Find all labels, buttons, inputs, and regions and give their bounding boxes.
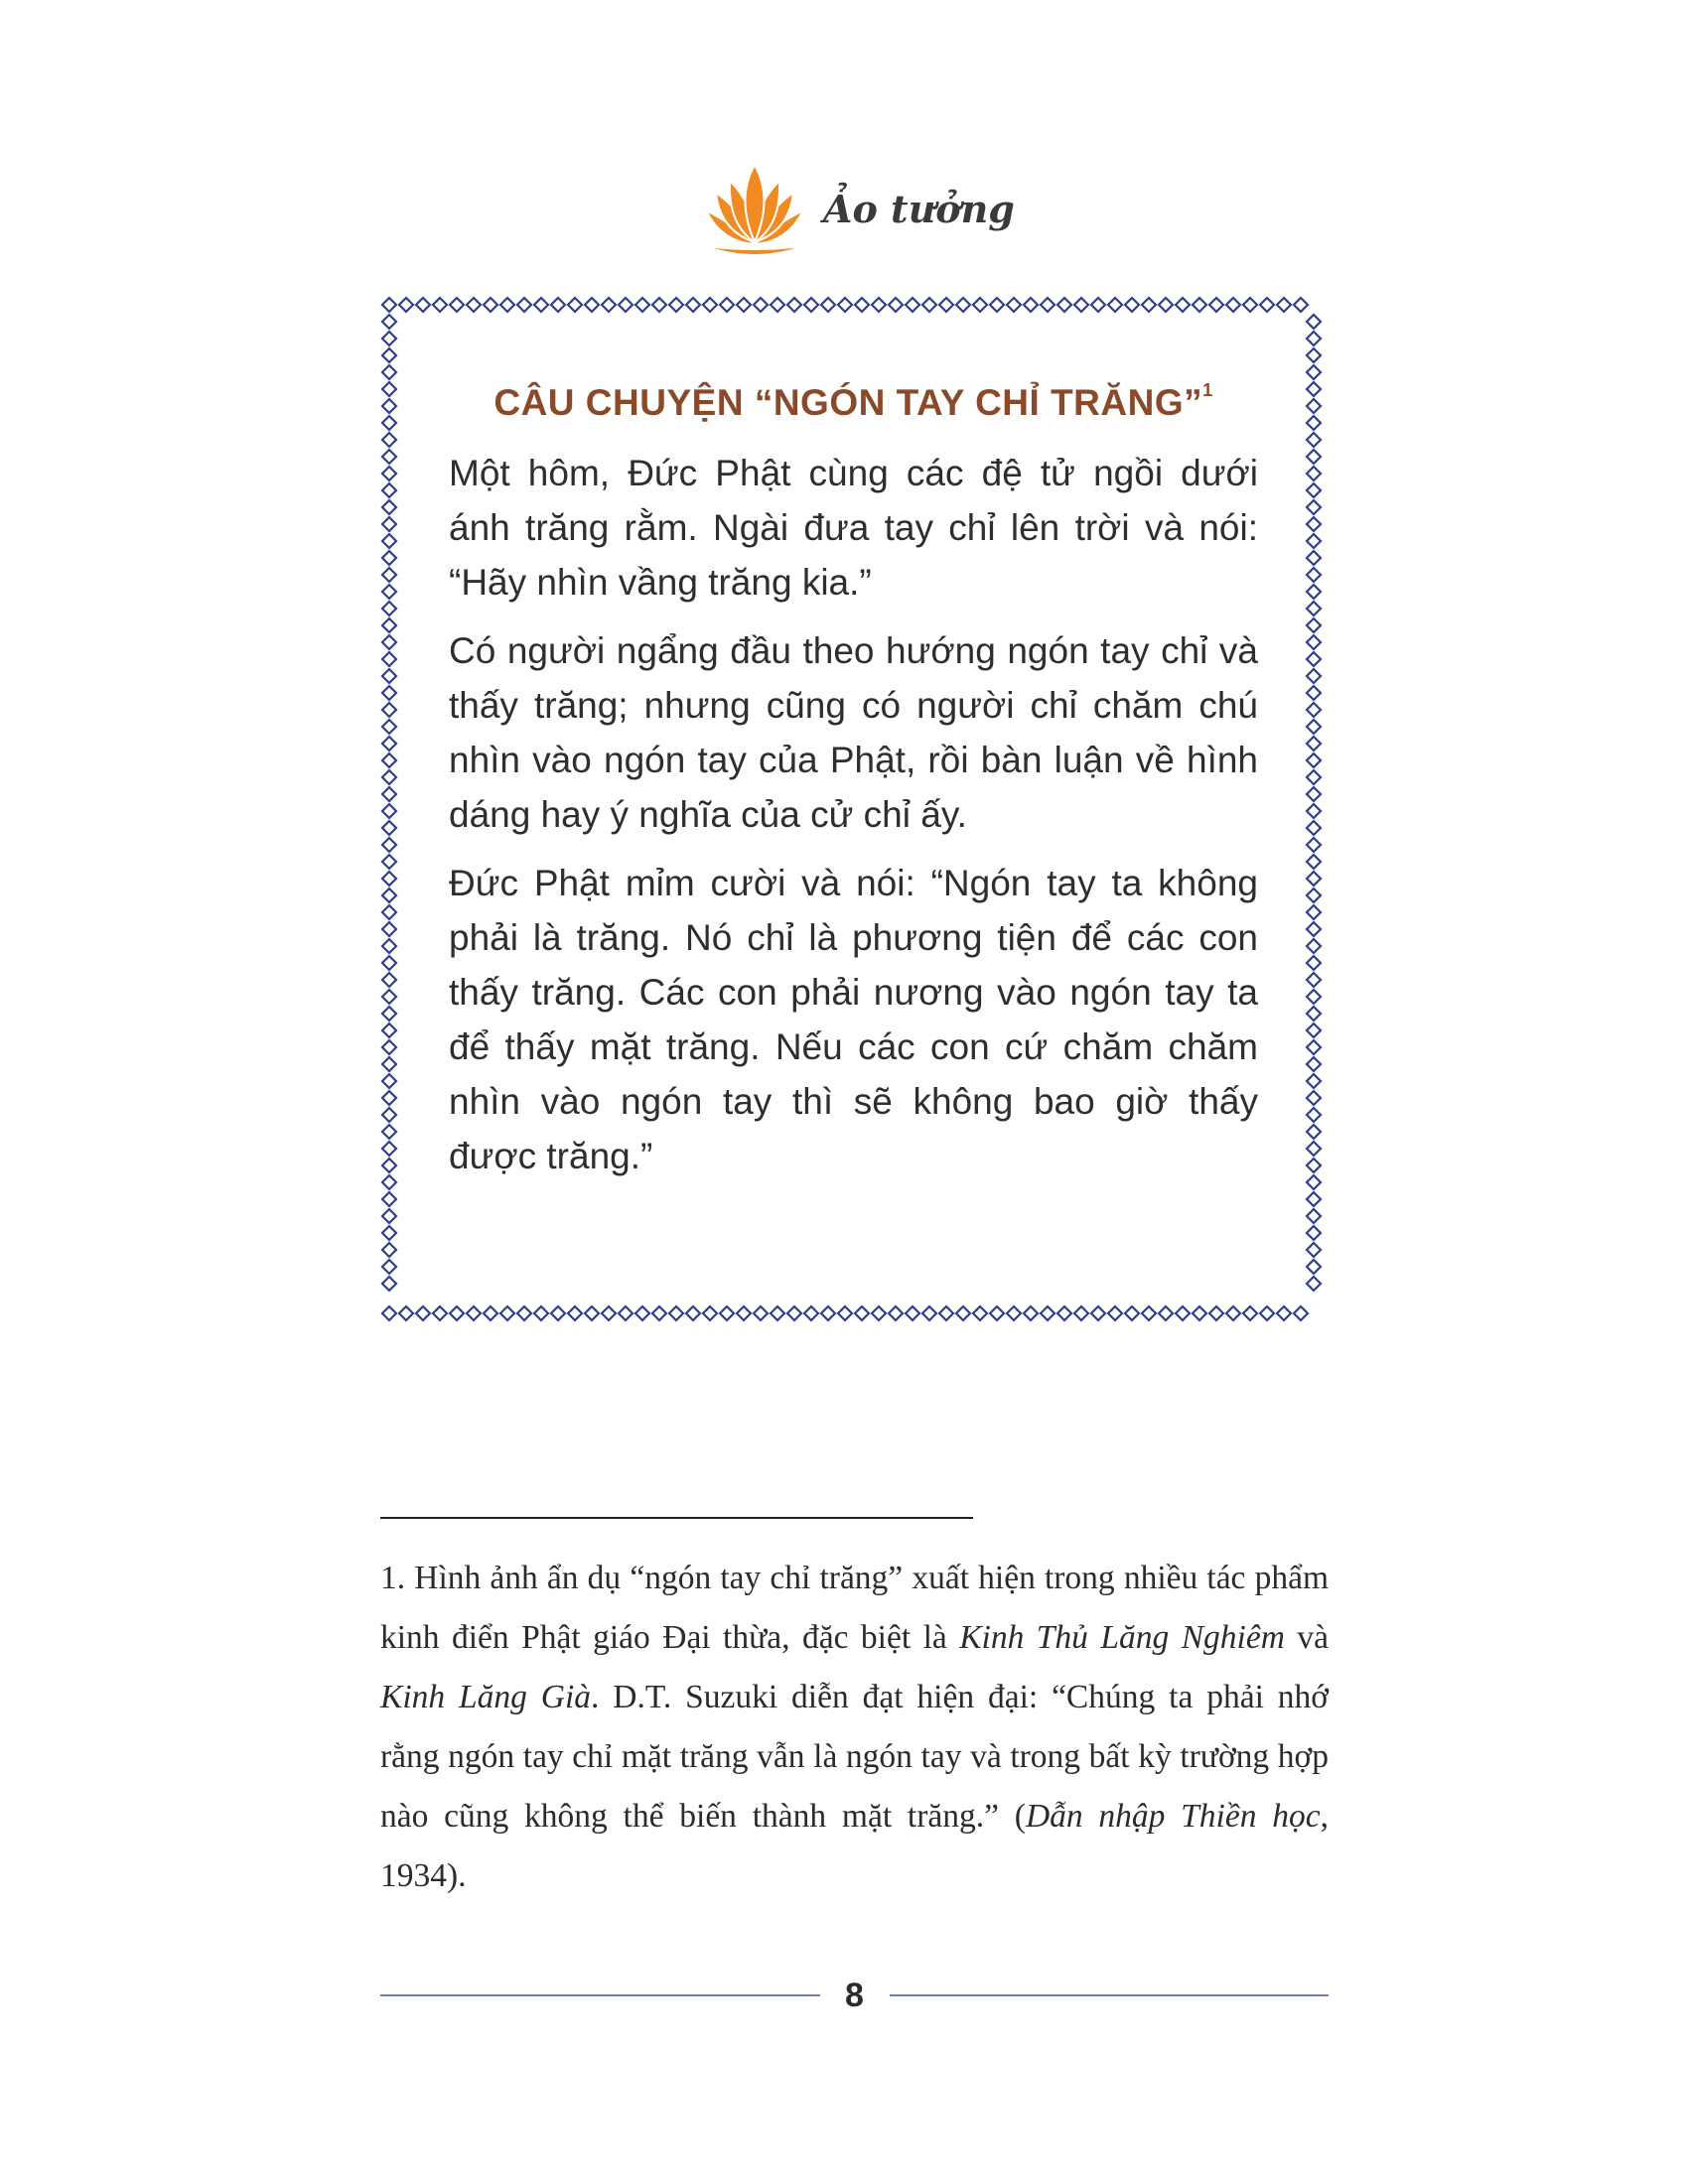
border-diamond	[500, 298, 514, 312]
border-diamond	[1307, 1192, 1321, 1206]
border-diamond	[652, 1306, 666, 1320]
border-diamond	[382, 483, 396, 497]
border-diamond	[382, 551, 396, 565]
border-diamond	[382, 1108, 396, 1122]
border-diamond	[1142, 1306, 1156, 1320]
border-diamond	[382, 990, 396, 1004]
border-diamond	[669, 1306, 683, 1320]
border-diamond	[382, 348, 396, 362]
border-diamond	[382, 365, 396, 379]
border-diamond	[568, 298, 582, 312]
border-diamond	[1307, 1159, 1321, 1172]
footnote-part-3: . D.T. Suzuki diễn đạt hiện đại: “Chúng ta phải nhớ rằng ngón tay chỉ mặt trăng vẫn là ngón tay và trong bất kỳ trường hợp nào cũng không thể biến thành mặt trăng.” (	[380, 1679, 1329, 1835]
border-diamond	[771, 1306, 784, 1320]
border-diamond	[382, 922, 396, 936]
border-diamond	[467, 298, 481, 312]
border-diamond	[906, 298, 919, 312]
border-diamond	[1307, 399, 1321, 413]
border-diamond	[382, 720, 396, 734]
border-diamond	[1307, 939, 1321, 953]
border-diamond	[1243, 1306, 1257, 1320]
border-diamond	[517, 1306, 531, 1320]
border-diamond	[703, 298, 717, 312]
border-diamond	[382, 1277, 396, 1291]
border-diamond	[382, 1074, 396, 1088]
border-diamond	[484, 1306, 497, 1320]
border-diamond	[821, 298, 835, 312]
border-diamond	[1307, 585, 1321, 599]
border-diamond	[1307, 450, 1321, 464]
footnote-divider	[380, 1517, 973, 1519]
footnote-part-2: và	[1284, 1619, 1329, 1656]
border-diamond	[382, 1306, 396, 1320]
border-diamond	[382, 855, 396, 869]
border-diamond	[1041, 298, 1055, 312]
border-diamond	[771, 298, 784, 312]
border-diamond	[382, 635, 396, 649]
border-diamond	[1307, 1057, 1321, 1071]
border-diamond	[467, 1306, 481, 1320]
border-diamond	[821, 1306, 835, 1320]
border-diamond	[1125, 1306, 1139, 1320]
border-diamond	[1176, 298, 1190, 312]
border-diamond	[1226, 298, 1240, 312]
border-diamond	[635, 1306, 649, 1320]
border-diamond	[382, 652, 396, 666]
border-diamond	[1307, 348, 1321, 362]
border-diamond	[720, 1306, 734, 1320]
border-diamond	[737, 298, 751, 312]
border-diamond	[1307, 500, 1321, 514]
border-diamond	[382, 298, 396, 312]
border-diamond	[1260, 298, 1274, 312]
border-diamond	[382, 703, 396, 717]
lotus-icon	[700, 159, 809, 258]
footnote	[380, 1549, 1329, 1906]
border-diamond	[1307, 602, 1321, 615]
story-title-text: CÂU CHUYỆN “NGÓN TAY CHỈ TRĂNG”	[493, 382, 1203, 423]
page-footer	[380, 1971, 1329, 2020]
border-diamond	[1007, 298, 1021, 312]
border-diamond	[906, 1306, 919, 1320]
story-title	[449, 379, 1258, 424]
border-diamond	[602, 298, 616, 312]
border-diamond	[1307, 551, 1321, 565]
border-diamond	[1277, 298, 1291, 312]
page-header	[700, 159, 1117, 258]
border-diamond	[686, 298, 700, 312]
border-diamond	[1307, 720, 1321, 734]
border-diamond	[1307, 1091, 1321, 1105]
border-diamond	[1007, 1306, 1021, 1320]
border-diamond	[1307, 804, 1321, 818]
border-diamond	[382, 905, 396, 919]
border-diamond	[669, 298, 683, 312]
border-diamond	[382, 1091, 396, 1105]
border-diamond	[737, 1306, 751, 1320]
border-diamond	[1307, 618, 1321, 632]
border-diamond	[382, 416, 396, 430]
border-diamond	[382, 602, 396, 615]
border-diamond	[416, 1306, 430, 1320]
border-diamond	[1307, 416, 1321, 430]
border-diamond	[1307, 821, 1321, 835]
border-diamond	[1307, 568, 1321, 582]
border-diamond	[1307, 315, 1321, 329]
border-diamond	[382, 1192, 396, 1206]
border-diamond	[1091, 298, 1105, 312]
border-diamond	[1057, 1306, 1071, 1320]
border-diamond	[382, 315, 396, 329]
border-diamond	[602, 1306, 616, 1320]
border-diamond	[1307, 888, 1321, 902]
border-diamond	[1307, 1125, 1321, 1139]
border-diamond	[973, 298, 987, 312]
border-diamond	[1307, 1260, 1321, 1274]
border-diamond	[1024, 1306, 1038, 1320]
border-diamond	[382, 382, 396, 396]
border-diamond	[534, 1306, 548, 1320]
story-paragraph-3: Đức Phật mỉm cười và nói: “Ngón tay ta không phải là trăng. Nó chỉ là phương tiện để các con thấy trăng. Các con phải nương vào ngón tay ta để thấy mặt trăng. Nếu các con cứ chăm chăm nhìn vào ngón tay thì sẽ không bao giờ thấy được trăng.”	[449, 863, 1258, 1176]
border-diamond	[1307, 855, 1321, 869]
border-diamond	[382, 686, 396, 700]
border-diamond	[1307, 1007, 1321, 1021]
border-diamond	[551, 1306, 565, 1320]
border-diamond	[382, 821, 396, 835]
border-diamond	[1307, 770, 1321, 784]
border-diamond	[1307, 922, 1321, 936]
border-diamond	[382, 753, 396, 767]
border-diamond	[382, 1024, 396, 1037]
border-diamond	[1307, 737, 1321, 751]
border-diamond	[1307, 1142, 1321, 1156]
border-diamond	[1307, 956, 1321, 970]
border-diamond	[1307, 1175, 1321, 1189]
border-diamond	[399, 1306, 413, 1320]
border-diamond	[382, 585, 396, 599]
border-diamond	[1041, 1306, 1055, 1320]
border-diamond	[1159, 298, 1173, 312]
border-diamond	[720, 298, 734, 312]
border-diamond	[1307, 534, 1321, 548]
border-diamond	[500, 1306, 514, 1320]
border-diamond	[1108, 1306, 1122, 1320]
story-paragraph-2: Có người ngẩng đầu theo hướng ngón tay chỉ và thấy trăng; nhưng cũng có người chỉ chăm chú nhìn vào ngón tay của Phật, rồi bàn luận về hình dáng hay ý nghĩa của cử chỉ ấy.	[449, 630, 1258, 835]
border-diamond	[872, 298, 886, 312]
border-diamond	[382, 973, 396, 987]
border-diamond	[1307, 753, 1321, 767]
border-diamond	[922, 298, 936, 312]
border-diamond	[939, 298, 953, 312]
border-diamond	[1277, 1306, 1291, 1320]
border-diamond	[1260, 1306, 1274, 1320]
border-diamond	[382, 467, 396, 480]
border-diamond	[382, 804, 396, 818]
border-diamond	[1307, 686, 1321, 700]
border-diamond	[585, 298, 599, 312]
border-diamond	[838, 298, 852, 312]
border-diamond	[1294, 1306, 1308, 1320]
border-diamond	[838, 1306, 852, 1320]
border-diamond	[1307, 635, 1321, 649]
border-diamond	[585, 1306, 599, 1320]
border-diamond	[1307, 973, 1321, 987]
border-diamond	[1142, 298, 1156, 312]
border-diamond	[382, 500, 396, 514]
border-diamond	[1307, 1226, 1321, 1240]
border-diamond	[382, 399, 396, 413]
border-diamond	[872, 1306, 886, 1320]
border-diamond	[990, 298, 1004, 312]
story-paragraph-1: Một hôm, Đức Phật cùng các đệ tử ngồi dưới ánh trăng rằm. Ngài đưa tay chỉ lên trời và nói: “Hãy nhìn vầng trăng kia.”	[449, 453, 1258, 603]
border-diamond	[1307, 872, 1321, 886]
border-diamond	[1074, 298, 1088, 312]
border-diamond	[1307, 990, 1321, 1004]
border-diamond	[568, 1306, 582, 1320]
border-diamond	[382, 888, 396, 902]
border-diamond	[855, 1306, 869, 1320]
border-diamond	[382, 1125, 396, 1139]
border-diamond	[382, 1040, 396, 1054]
border-diamond	[382, 872, 396, 886]
border-diamond	[1307, 483, 1321, 497]
border-diamond	[382, 737, 396, 751]
border-diamond	[754, 298, 768, 312]
border-diamond	[534, 298, 548, 312]
border-diamond	[1307, 1108, 1321, 1122]
border-diamond	[517, 298, 531, 312]
border-diamond	[1193, 1306, 1206, 1320]
border-diamond	[990, 1306, 1004, 1320]
border-diamond	[382, 669, 396, 683]
border-diamond	[619, 298, 633, 312]
story-content	[449, 379, 1258, 1197]
border-diamond	[754, 1306, 768, 1320]
border-diamond	[1209, 1306, 1223, 1320]
footnote-part-1: 1. Hình ảnh ẩn dụ “ngón tay chỉ trăng” xuất hiện trong nhiều tác phẩm kinh điển Phật giáo Đại thừa, đặc biệt là	[380, 1560, 1329, 1656]
footer-line-left	[380, 1994, 820, 1996]
border-diamond	[382, 1007, 396, 1021]
border-diamond	[922, 1306, 936, 1320]
border-diamond	[703, 1306, 717, 1320]
border-diamond	[382, 618, 396, 632]
border-diamond	[1307, 1040, 1321, 1054]
border-diamond	[450, 1306, 464, 1320]
border-diamond	[1125, 298, 1139, 312]
border-diamond	[382, 568, 396, 582]
border-diamond	[1307, 669, 1321, 683]
border-diamond	[1226, 1306, 1240, 1320]
border-diamond	[1307, 1277, 1321, 1291]
border-diamond	[382, 534, 396, 548]
border-diamond	[1074, 1306, 1088, 1320]
border-diamond	[382, 1260, 396, 1274]
border-diamond	[1307, 365, 1321, 379]
border-diamond	[1024, 298, 1038, 312]
border-diamond	[382, 956, 396, 970]
border-diamond	[382, 1057, 396, 1071]
border-diamond	[1307, 787, 1321, 801]
border-diamond	[1243, 298, 1257, 312]
border-diamond	[1307, 467, 1321, 480]
border-diamond	[956, 298, 970, 312]
border-diamond	[382, 1243, 396, 1257]
border-diamond	[382, 838, 396, 852]
border-diamond	[889, 298, 903, 312]
footnote-part-4: , 1934).	[380, 1798, 1330, 1894]
border-diamond	[1193, 298, 1206, 312]
border-diamond	[1209, 298, 1223, 312]
border-diamond	[382, 1142, 396, 1156]
footnote-ref: 1	[1202, 379, 1213, 400]
border-diamond	[433, 298, 447, 312]
footer-line-right	[890, 1994, 1330, 1996]
border-diamond	[1307, 382, 1321, 396]
border-diamond	[1176, 1306, 1190, 1320]
border-diamond	[1307, 1074, 1321, 1088]
border-diamond	[484, 298, 497, 312]
border-diamond	[382, 332, 396, 345]
border-diamond	[1057, 298, 1071, 312]
border-diamond	[382, 787, 396, 801]
border-diamond	[787, 1306, 801, 1320]
border-diamond	[787, 298, 801, 312]
border-diamond	[1091, 1306, 1105, 1320]
border-diamond	[382, 939, 396, 953]
border-diamond	[1159, 1306, 1173, 1320]
border-diamond	[973, 1306, 987, 1320]
border-diamond	[1294, 298, 1308, 312]
border-diamond	[686, 1306, 700, 1320]
footnote-work-2: Kinh Lăng Già	[380, 1679, 592, 1715]
border-diamond	[1307, 332, 1321, 345]
border-diamond	[652, 298, 666, 312]
border-diamond	[804, 1306, 818, 1320]
border-diamond	[635, 298, 649, 312]
border-diamond	[1307, 838, 1321, 852]
border-diamond	[855, 298, 869, 312]
border-diamond	[889, 1306, 903, 1320]
border-diamond	[1307, 703, 1321, 717]
border-diamond	[551, 298, 565, 312]
border-diamond	[416, 298, 430, 312]
footnote-work-3: Dẫn nhập Thiền học	[1025, 1798, 1321, 1835]
border-diamond	[433, 1306, 447, 1320]
chapter-title: Ảo tưởng	[823, 186, 1015, 231]
border-diamond	[1307, 1209, 1321, 1223]
border-diamond	[1307, 433, 1321, 447]
page-number: 8	[845, 1976, 864, 2014]
border-diamond	[804, 298, 818, 312]
border-diamond	[382, 450, 396, 464]
border-diamond	[1108, 298, 1122, 312]
border-diamond	[450, 298, 464, 312]
border-diamond	[382, 770, 396, 784]
border-diamond	[382, 1159, 396, 1172]
border-diamond	[956, 1306, 970, 1320]
border-diamond	[939, 1306, 953, 1320]
border-diamond	[1307, 1024, 1321, 1037]
border-diamond	[382, 1175, 396, 1189]
border-diamond	[382, 517, 396, 531]
border-diamond	[382, 433, 396, 447]
border-diamond	[382, 1226, 396, 1240]
footnote-work-1: Kinh Thủ Lăng Nghiêm	[959, 1619, 1285, 1656]
border-diamond	[399, 298, 413, 312]
border-diamond	[619, 1306, 633, 1320]
border-diamond	[382, 1209, 396, 1223]
border-diamond	[1307, 1243, 1321, 1257]
story-box	[377, 293, 1326, 1325]
border-diamond	[1307, 905, 1321, 919]
border-diamond	[1307, 517, 1321, 531]
footnote-text	[380, 1549, 1329, 1906]
border-diamond	[1307, 652, 1321, 666]
